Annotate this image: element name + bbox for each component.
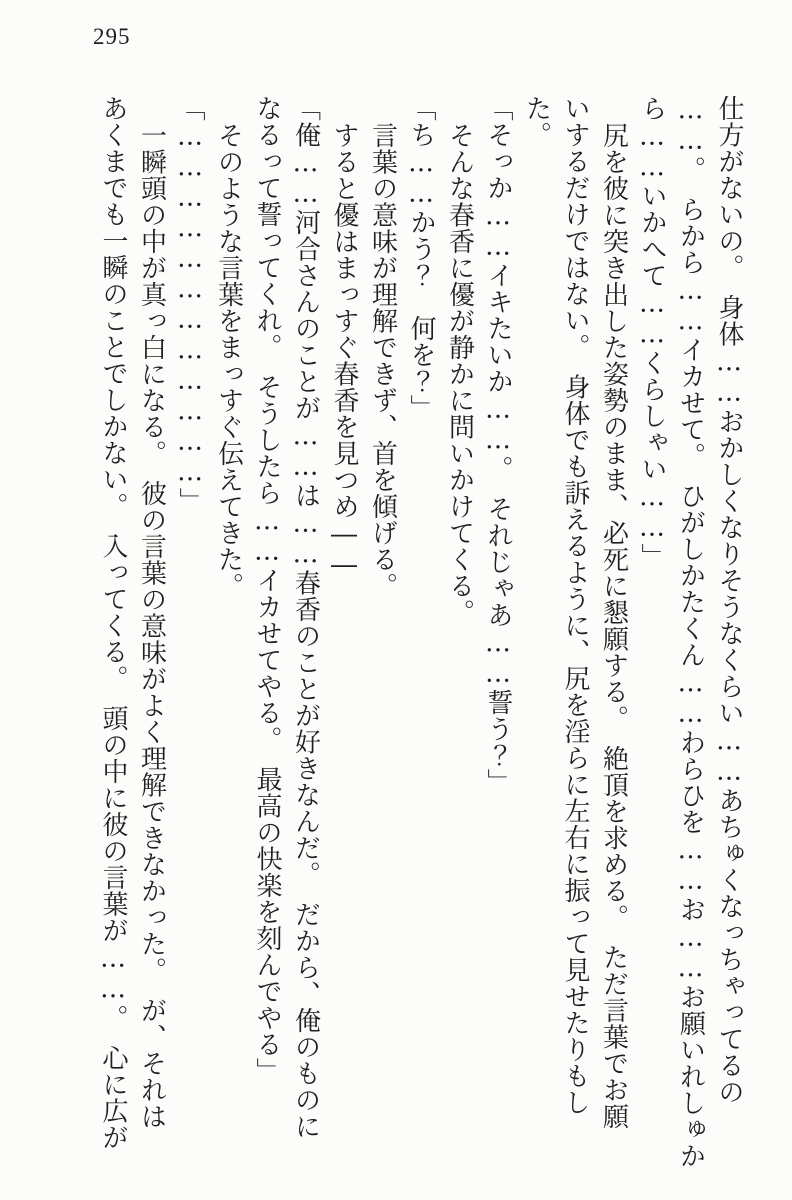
text-line: ら……いかへて……くらしゃい……」: [637, 95, 667, 570]
text-line: ……。 らから……イカせて。 ひがしかたくん……わらひを……お……お願いれしゅか: [675, 95, 706, 1169]
text-line: あくまでも一瞬のことでしかない。 入ってくる。 頭の中に彼の言葉が……。 心に広が: [98, 95, 128, 1151]
text-line: 「ち……かう？ 何を？」: [406, 95, 436, 421]
text-line: 仕方がないの。 身体……おかしくなりそうなくらい……あちゅくなっちゃってるの: [714, 95, 744, 1105]
text-line: 「そっか……イキたいか……。 それじゃあ……誓う？」: [483, 95, 513, 795]
text-line: 尻を彼に突き出した姿勢のまま、必死に懇願する。 絶頂を求める。 ただ言葉でお願: [598, 122, 629, 1130]
text-line: すると優はまっすぐ春香を見つめ――: [329, 122, 359, 581]
text-line: た。: [521, 95, 552, 148]
text-line: そのような言葉をまっすぐ伝えてきた。: [213, 122, 244, 599]
page-number: 295: [93, 24, 131, 49]
text-lines: [94, 95, 749, 1169]
text-line: 言葉の意味が理解できず、首を傾げる。: [367, 122, 398, 599]
text-line: 一瞬頭の中が真っ白になる。 彼の言葉の意味がよく理解できなかった。 が、それは: [136, 122, 167, 1130]
text-line: なるって誓ってくれ。 そうしたら……イカせてやる。 最高の快楽を刻んでやる」: [252, 95, 282, 1084]
text-line: 「………………………………」: [175, 95, 205, 514]
text-line: 「俺……河合さんのことが……は……春香のことが好きなんだ。 だから、俺のものに: [290, 95, 321, 1140]
text-line: いするだけではない。 身体でも訴えるように、尻を淫らに左右に振って見せたりもし: [560, 95, 590, 1116]
text-line: そんな春香に優が静かに問いかけてくる。: [444, 122, 475, 626]
